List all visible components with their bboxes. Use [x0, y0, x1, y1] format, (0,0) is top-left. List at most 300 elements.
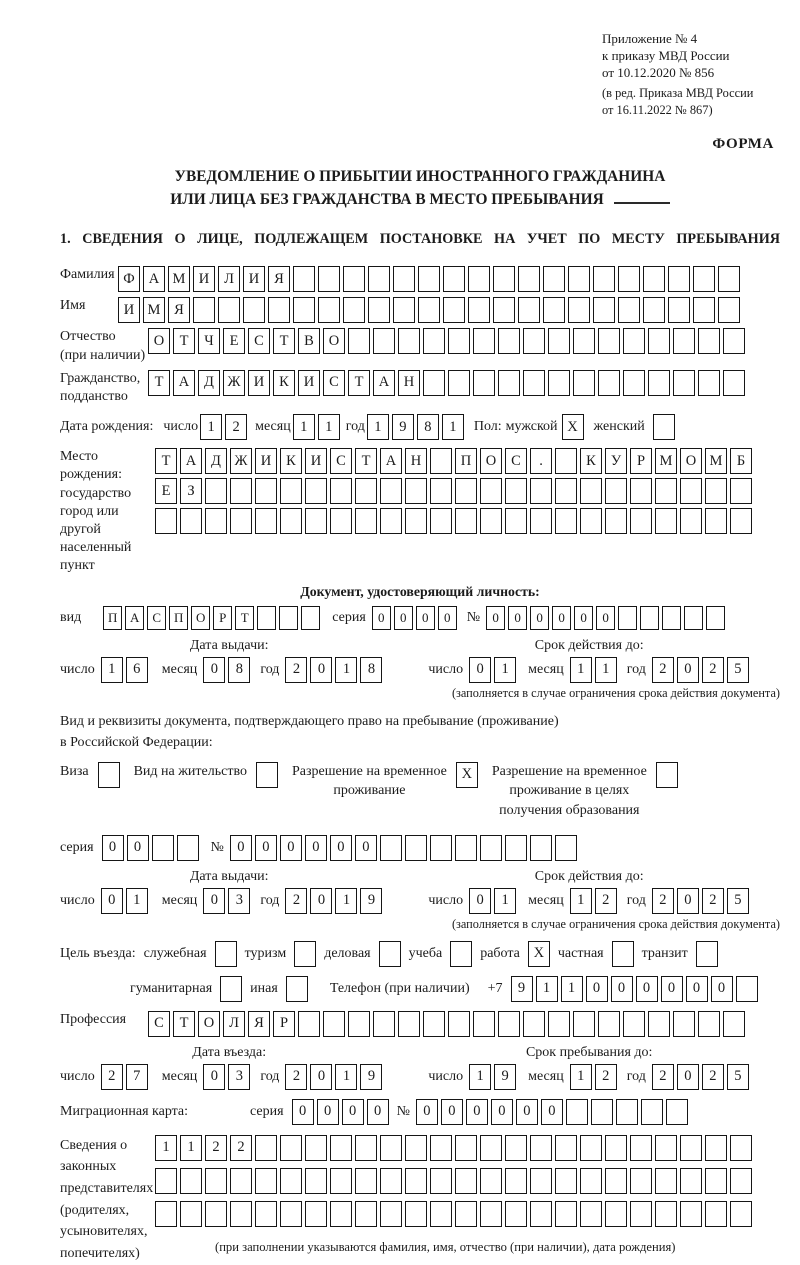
char-cell [505, 835, 527, 861]
char-cell [255, 508, 277, 534]
char-cell [680, 1135, 702, 1161]
char-cell: 1 [200, 414, 222, 440]
char-cell [698, 1011, 720, 1037]
char-cell: Р [630, 448, 652, 474]
form-title [60, 165, 780, 211]
char-cell [393, 297, 415, 323]
doc-number-cells [486, 606, 725, 630]
char-cell: 0 [677, 657, 699, 683]
char-cell: 8 [228, 657, 250, 683]
residence-expiry-group [428, 888, 748, 914]
char-cell: А [373, 370, 395, 396]
char-cell: Я [268, 266, 290, 292]
char-cell: Е [155, 478, 177, 504]
expiry-month-label: месяц [528, 661, 564, 677]
char-cell [205, 478, 227, 504]
char-cell [673, 370, 695, 396]
char-cell [530, 1135, 552, 1161]
char-cell [343, 297, 365, 323]
residence-doc-note: (заполняется в случае ограничения срока действия документа) [451, 916, 780, 931]
char-cell [530, 835, 552, 861]
char-cell [498, 328, 520, 354]
char-cell [668, 297, 690, 323]
char-cell [623, 370, 645, 396]
char-cell: 2 [595, 1064, 617, 1090]
char-cell: 5 [727, 657, 749, 683]
birth-day-cells [200, 414, 247, 440]
char-cell: 2 [702, 888, 724, 914]
char-cell [280, 508, 302, 534]
char-cell: 5 [727, 1064, 749, 1090]
option-temp-residence-education-checkbox [656, 762, 678, 788]
char-cell [318, 266, 340, 292]
char-cell [705, 1168, 727, 1194]
representatives-cell-rows [155, 1135, 752, 1265]
char-cell [693, 266, 715, 292]
residence-number-label: № [210, 839, 224, 855]
char-cell: С [147, 606, 166, 630]
char-cell [180, 1201, 202, 1227]
char-cell [218, 297, 240, 323]
char-cell [730, 1135, 752, 1161]
char-cell [523, 1011, 545, 1037]
purpose-official-label: служебная [143, 945, 207, 961]
char-cell [718, 266, 740, 292]
char-cell [680, 1168, 702, 1194]
char-cell: М [705, 448, 727, 474]
char-cell [155, 1201, 177, 1227]
char-cell: 0 [305, 835, 327, 861]
birth-place-cells-2 [155, 478, 752, 504]
char-cell [330, 1168, 352, 1194]
char-cell: 1 [561, 976, 583, 1002]
char-cell [673, 328, 695, 354]
char-cell: 2 [230, 1135, 252, 1161]
char-cell [355, 1168, 377, 1194]
char-cell [423, 328, 445, 354]
char-cell: 1 [494, 888, 516, 914]
char-cell [705, 1135, 727, 1161]
char-cell: И [298, 370, 320, 396]
char-cell: 0 [416, 1099, 438, 1125]
char-cell [723, 328, 745, 354]
representatives-label: Сведения о законных представителях (родителях, усыновителях, попечителях) [60, 1137, 154, 1262]
migration-card-label: Миграционная карта: [60, 1103, 189, 1119]
purpose-transit-checkbox [696, 941, 718, 967]
char-cell [279, 606, 298, 630]
char-cell: И [243, 266, 265, 292]
char-cell [730, 478, 752, 504]
residence-expiry-month-label: месяц [528, 892, 564, 908]
birth-month-label: месяц [255, 419, 291, 435]
char-cell: З [180, 478, 202, 504]
char-cell: Ж [230, 448, 252, 474]
char-cell: Т [148, 370, 170, 396]
char-cell [430, 835, 452, 861]
char-cell [423, 370, 445, 396]
char-cell [430, 448, 452, 474]
char-cell: 0 [416, 606, 435, 630]
char-cell: С [330, 448, 352, 474]
birth-place-cells-1 [155, 448, 752, 474]
char-cell [255, 1135, 277, 1161]
char-cell: 0 [367, 1099, 389, 1125]
citizenship-row [60, 370, 780, 406]
char-cell: Н [398, 370, 420, 396]
char-cell: Р [213, 606, 232, 630]
doc-series-label: серия [332, 609, 366, 625]
issue-day-cells [101, 657, 148, 683]
char-cell [430, 478, 452, 504]
char-cell [243, 297, 265, 323]
identity-doc-note: (заполняется в случае ограничения срока действия документа) [451, 685, 780, 700]
char-cell: П [103, 606, 122, 630]
entry-year-label: год [260, 1068, 280, 1084]
char-cell [480, 478, 502, 504]
char-cell: 9 [360, 1064, 382, 1090]
char-cell [618, 297, 640, 323]
purpose-row-1 [60, 941, 780, 967]
char-cell: 0 [203, 888, 225, 914]
char-cell: 7 [126, 1064, 148, 1090]
char-cell [455, 478, 477, 504]
char-cell [355, 1135, 377, 1161]
residence-number-cells [230, 835, 577, 861]
char-cell [280, 478, 302, 504]
char-cell [605, 478, 627, 504]
purpose-private-checkbox [612, 941, 634, 967]
purpose-study-label: учеба [408, 945, 443, 961]
char-cell: 0 [611, 976, 633, 1002]
stay-year-label: год [626, 1068, 646, 1084]
char-cell: М [143, 297, 165, 323]
citizenship-label: Гражданство, подданство [60, 370, 141, 404]
residence-expiry-year-cells [652, 888, 749, 914]
stay-until-group [428, 1064, 748, 1090]
char-cell: С [505, 448, 527, 474]
char-cell: О [480, 448, 502, 474]
option-temp-residence-label: Разрешение на временное проживание [291, 763, 447, 799]
representatives-cells-3 [155, 1201, 752, 1227]
char-cell [405, 508, 427, 534]
char-cell: Л [218, 266, 240, 292]
char-cell [193, 297, 215, 323]
char-cell: И [255, 448, 277, 474]
char-cell [405, 835, 427, 861]
char-cell [548, 328, 570, 354]
char-cell: И [118, 297, 140, 323]
char-cell [448, 370, 470, 396]
residence-issue-day-cells [101, 888, 148, 914]
char-cell [355, 508, 377, 534]
expiry-month-cells [570, 657, 617, 683]
char-cell: 0 [292, 1099, 314, 1125]
surname-cells [118, 266, 740, 292]
residence-doc-date-headers [60, 869, 780, 885]
char-cell: 0 [491, 1099, 513, 1125]
char-cell [473, 328, 495, 354]
entry-dates-row [60, 1064, 780, 1090]
char-cell [355, 478, 377, 504]
char-cell [205, 1168, 227, 1194]
entry-day-cells [101, 1064, 148, 1090]
title-blank-underline [614, 190, 670, 204]
char-cell: 1 [595, 657, 617, 683]
doc-type-label: вид [60, 609, 82, 625]
char-cell [430, 1201, 452, 1227]
stay-day-label: число [428, 1068, 464, 1084]
entry-date-group [60, 1064, 398, 1090]
char-cell [301, 606, 320, 630]
gender-female-checkbox [653, 414, 675, 440]
legal-header-wrap [60, 30, 780, 118]
char-cell: 6 [126, 657, 148, 683]
char-cell: А [143, 266, 165, 292]
migration-number-cells [416, 1099, 688, 1125]
char-cell [543, 297, 565, 323]
char-cell [318, 297, 340, 323]
char-cell: Ж [223, 370, 245, 396]
char-cell [530, 1168, 552, 1194]
char-cell: 1 [335, 888, 357, 914]
issue-date-heading: Дата выдачи: [189, 637, 269, 653]
char-cell [177, 835, 199, 861]
doc-series-cells [372, 606, 457, 630]
char-cell [593, 297, 615, 323]
residence-issue-day-label: число [60, 892, 95, 908]
residence-expiry-year-label: год [626, 892, 646, 908]
form-title-line2: ИЛИ ЛИЦА БЕЗ ГРАЖДАНСТВА В МЕСТО ПРЕБЫВАНИЯ [60, 188, 780, 211]
char-cell [293, 266, 315, 292]
stay-year-cells [652, 1064, 749, 1090]
char-cell [393, 266, 415, 292]
char-cell [480, 835, 502, 861]
char-cell [718, 297, 740, 323]
char-cell: А [380, 448, 402, 474]
option-temp-residence-education [492, 762, 678, 821]
char-cell [648, 370, 670, 396]
char-cell [380, 1201, 402, 1227]
char-cell: 0 [469, 888, 491, 914]
char-cell: М [655, 448, 677, 474]
char-cell [368, 266, 390, 292]
char-cell: 0 [466, 1099, 488, 1125]
char-cell [280, 1168, 302, 1194]
expiry-day-cells [469, 657, 516, 683]
char-cell: Т [155, 448, 177, 474]
residence-series-label: серия [60, 839, 94, 855]
char-cell [380, 835, 402, 861]
char-cell: 1 [293, 414, 315, 440]
birth-place-label: Место рождения: государство город или другой населенный пункт [60, 449, 132, 574]
char-cell: 0 [530, 606, 549, 630]
identity-doc-row [60, 606, 780, 630]
residence-issue-heading: Дата выдачи: [189, 868, 269, 884]
birth-day-label: число [163, 419, 199, 435]
purpose-humanitarian-label: гуманитарная [130, 980, 213, 996]
char-cell [455, 1201, 477, 1227]
char-cell: 0 [596, 606, 615, 630]
char-cell [480, 1201, 502, 1227]
stay-month-label: месяц [528, 1068, 564, 1084]
char-cell [473, 370, 495, 396]
birth-date-row [60, 414, 780, 440]
gender-female-label: женский [593, 419, 645, 435]
residence-doc-dates-row [60, 888, 780, 914]
char-cell: Л [223, 1011, 245, 1037]
char-cell: 1 [126, 888, 148, 914]
char-cell [518, 297, 540, 323]
purpose-label: Цель въезда: [60, 945, 136, 961]
char-cell [398, 328, 420, 354]
char-cell [330, 1201, 352, 1227]
char-cell [330, 1135, 352, 1161]
char-cell [257, 606, 276, 630]
char-cell: Т [173, 328, 195, 354]
char-cell: Б [730, 448, 752, 474]
char-cell: 0 [310, 1064, 332, 1090]
char-cell [305, 508, 327, 534]
char-cell: 0 [102, 835, 124, 861]
issue-month-cells [203, 657, 250, 683]
birth-place-cells-3 [155, 508, 752, 534]
char-cell [705, 1201, 727, 1227]
char-cell: Т [355, 448, 377, 474]
char-cell [530, 508, 552, 534]
char-cell [655, 508, 677, 534]
option-residence-permit-checkbox [256, 762, 278, 788]
char-cell [268, 297, 290, 323]
char-cell [555, 508, 577, 534]
amendment-reference: (в ред. Приказа МВД России от 16.11.2022 № 867) [602, 86, 754, 117]
char-cell: 1 [469, 1064, 491, 1090]
citizenship-cells [148, 370, 745, 396]
char-cell [423, 1011, 445, 1037]
char-cell: 0 [310, 888, 332, 914]
issue-date-group [60, 657, 398, 683]
char-cell [706, 606, 725, 630]
char-cell [493, 297, 515, 323]
char-cell [280, 1135, 302, 1161]
char-cell: К [273, 370, 295, 396]
char-cell [630, 1135, 652, 1161]
residence-issue-group [60, 888, 398, 914]
surname-row [60, 266, 780, 292]
purpose-transit-label: транзит [641, 945, 688, 961]
char-cell [640, 606, 659, 630]
char-cell [573, 370, 595, 396]
char-cell [373, 1011, 395, 1037]
char-cell: Я [168, 297, 190, 323]
residence-expiry-heading: Срок действия до: [534, 868, 644, 884]
residence-expiry-day-label: число [428, 892, 464, 908]
char-cell [323, 1011, 345, 1037]
char-cell: О [148, 328, 170, 354]
char-cell [180, 1168, 202, 1194]
char-cell: С [148, 1011, 170, 1037]
char-cell: 0 [574, 606, 593, 630]
char-cell: 8 [360, 657, 382, 683]
option-visa-checkbox [98, 762, 120, 788]
purpose-business-label: деловая [324, 945, 371, 961]
char-cell [593, 266, 615, 292]
char-cell: С [248, 328, 270, 354]
char-cell [566, 1099, 588, 1125]
given-name-row [60, 297, 780, 323]
char-cell: 0 [101, 888, 123, 914]
purpose-business-checkbox [379, 941, 401, 967]
option-temp-residence-checkbox: X [456, 762, 478, 788]
char-cell: 0 [516, 1099, 538, 1125]
char-cell: 1 [442, 414, 464, 440]
char-cell [555, 448, 577, 474]
residence-doc-intro-line2: в Российской Федерации: [60, 735, 213, 751]
char-cell [723, 370, 745, 396]
char-cell: 2 [652, 888, 674, 914]
residence-expiry-month-cells [570, 888, 617, 914]
purpose-work-label: работа [480, 945, 520, 961]
purpose-tourism-checkbox [294, 941, 316, 967]
char-cell: Р [273, 1011, 295, 1037]
char-cell [555, 835, 577, 861]
identity-doc-heading: Документ, удостоверяющий личность: [300, 583, 540, 599]
char-cell: 0 [438, 606, 457, 630]
char-cell: Т [235, 606, 254, 630]
char-cell: 9 [494, 1064, 516, 1090]
char-cell: М [168, 266, 190, 292]
residence-doc-intro-line1: Вид и реквизиты документа, подтверждающего право на пребывание (проживание) [60, 713, 559, 729]
char-cell [405, 1168, 427, 1194]
char-cell: 1 [101, 657, 123, 683]
char-cell [666, 1099, 688, 1125]
char-cell [598, 370, 620, 396]
char-cell [205, 508, 227, 534]
char-cell [373, 328, 395, 354]
char-cell [305, 1168, 327, 1194]
char-cell: Д [198, 370, 220, 396]
char-cell [443, 297, 465, 323]
char-cell [555, 1201, 577, 1227]
char-cell [405, 478, 427, 504]
birth-place-row [60, 448, 780, 575]
char-cell [548, 1011, 570, 1037]
char-cell [705, 478, 727, 504]
legal-header [602, 30, 780, 118]
patronymic-label: Отчество (при наличии) [60, 329, 146, 363]
birth-year-cells [367, 414, 464, 440]
option-visa [60, 762, 120, 788]
char-cell [705, 508, 727, 534]
char-cell: Ч [198, 328, 220, 354]
char-cell [305, 1135, 327, 1161]
expiry-year-cells [652, 657, 749, 683]
char-cell [668, 266, 690, 292]
residence-issue-year-cells [285, 888, 382, 914]
char-cell [305, 478, 327, 504]
char-cell [230, 508, 252, 534]
char-cell [355, 1201, 377, 1227]
char-cell: 2 [205, 1135, 227, 1161]
char-cell [348, 328, 370, 354]
representatives-row [60, 1135, 780, 1265]
char-cell [330, 478, 352, 504]
char-cell: 1 [536, 976, 558, 1002]
gender-male-label: мужской [505, 419, 558, 435]
char-cell [655, 1135, 677, 1161]
char-cell [380, 478, 402, 504]
char-cell [380, 508, 402, 534]
char-cell [298, 1011, 320, 1037]
